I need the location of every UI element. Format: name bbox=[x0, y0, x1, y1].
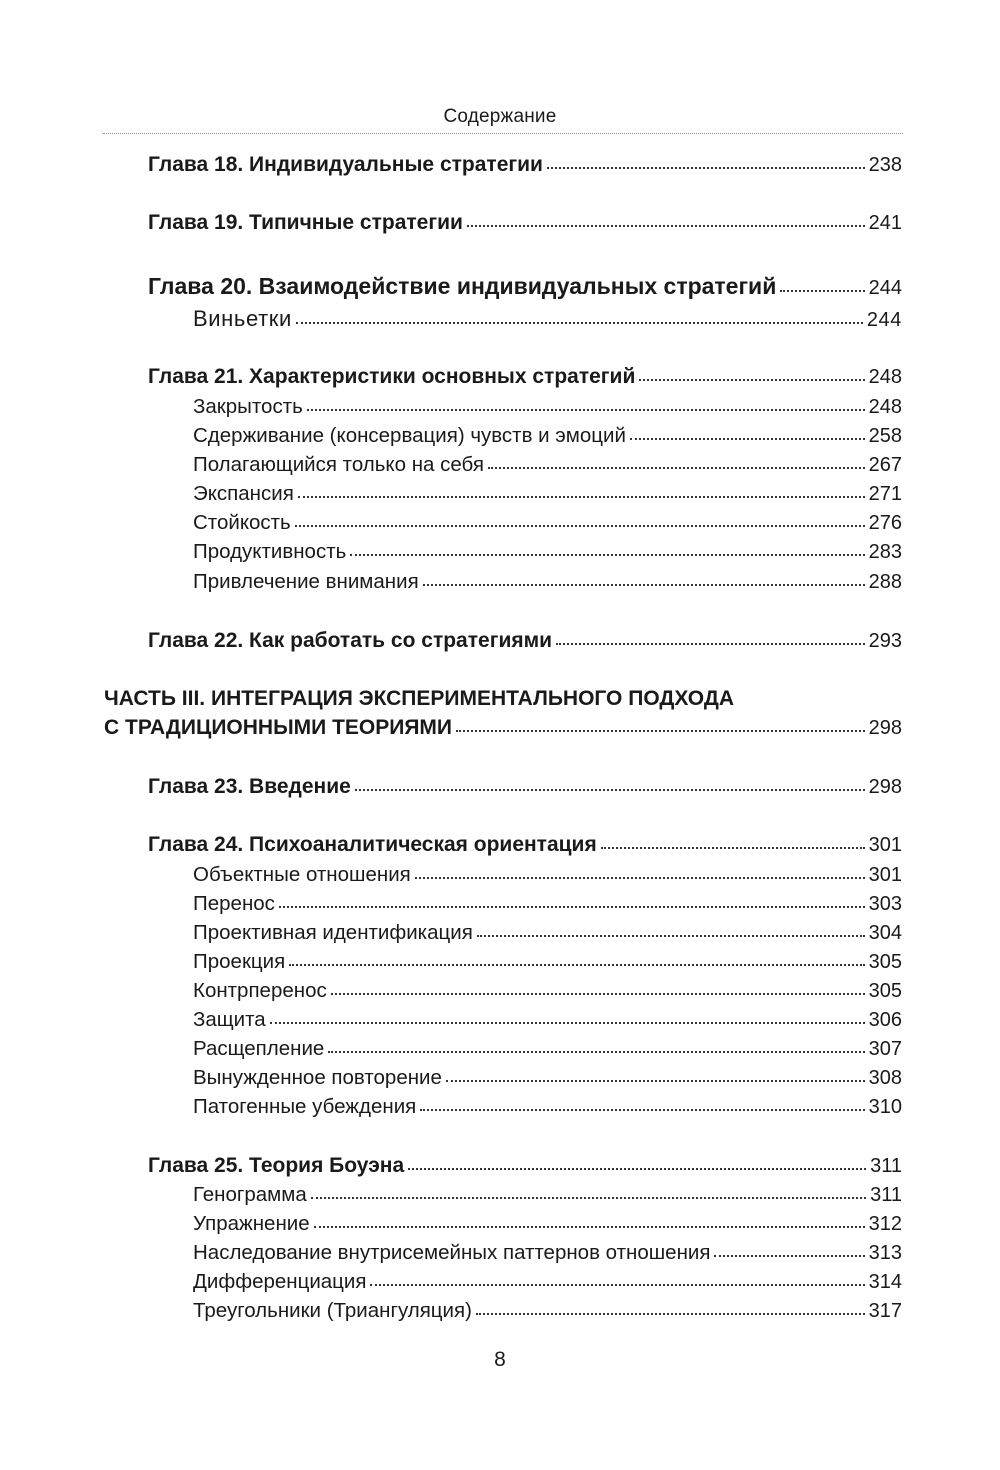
toc-section[interactable]: Экспансия 271 bbox=[193, 482, 902, 505]
leader-dots bbox=[408, 1167, 866, 1170]
leader-dots bbox=[556, 642, 865, 645]
toc-section[interactable]: Контрперенос 305 bbox=[193, 979, 902, 1002]
leader-dots bbox=[296, 321, 863, 324]
toc-section[interactable]: Дифференциация 314 bbox=[193, 1270, 902, 1293]
toc-section[interactable]: Проекция 305 bbox=[193, 950, 902, 973]
leader-dots bbox=[328, 1050, 864, 1053]
leader-dots bbox=[350, 553, 864, 556]
toc-part-3[interactable]: С ТРАДИЦИОННЫМИ ТЕОРИЯМИ 298 bbox=[104, 716, 902, 739]
toc-chapter-24[interactable]: Глава 24. Психоаналитическая ориентация 301 bbox=[148, 833, 902, 856]
toc-section[interactable]: Объектные отношения 301 bbox=[193, 863, 902, 886]
toc-section[interactable]: Стойкость 276 bbox=[193, 511, 902, 534]
toc-section[interactable]: Упражнение 312 bbox=[193, 1212, 902, 1235]
toc-section[interactable]: Расщепление 307 bbox=[193, 1037, 902, 1060]
toc-section[interactable]: Наследование внутрисемейных паттернов отношения 313 bbox=[193, 1241, 902, 1264]
leader-dots bbox=[547, 166, 865, 169]
leader-dots bbox=[415, 876, 865, 879]
leader-dots bbox=[370, 1283, 864, 1286]
leader-dots bbox=[420, 1108, 864, 1111]
toc-chapter-18[interactable]: Глава 18. Индивидуальные стратегии 238 bbox=[148, 153, 902, 176]
leader-dots bbox=[488, 466, 865, 469]
toc-chapter-21[interactable]: Глава 21. Характеристики основных стратегий 248 bbox=[148, 365, 902, 388]
leader-dots bbox=[307, 408, 865, 411]
toc-chapter-22[interactable]: Глава 22. Как работать со стратегиями 293 bbox=[148, 629, 902, 652]
leader-dots bbox=[355, 788, 865, 791]
leader-dots bbox=[314, 1225, 865, 1228]
toc-part-3-line1[interactable]: ЧАСТЬ III. ИНТЕГРАЦИЯ ЭКСПЕРИМЕНТАЛЬНОГО ПОДХОДА bbox=[104, 687, 734, 710]
toc-section[interactable]: Закрытость 248 bbox=[193, 395, 902, 418]
toc-section[interactable]: Привлечение внимания 288 bbox=[193, 570, 902, 593]
toc-section[interactable]: Перенос 303 bbox=[193, 892, 902, 915]
leader-dots bbox=[270, 1021, 865, 1024]
leader-dots bbox=[423, 583, 865, 586]
leader-dots bbox=[630, 437, 865, 440]
leader-dots bbox=[639, 378, 864, 381]
toc-section[interactable]: Защита 306 bbox=[193, 1008, 902, 1031]
leader-dots bbox=[467, 224, 865, 227]
leader-dots bbox=[714, 1254, 864, 1257]
leader-dots bbox=[331, 992, 865, 995]
toc-section[interactable]: Проективная идентификация 304 bbox=[193, 921, 902, 944]
toc-section[interactable]: Полагающийся только на себя 267 bbox=[193, 453, 902, 476]
leader-dots bbox=[279, 905, 865, 908]
leader-dots bbox=[311, 1196, 866, 1199]
leader-dots bbox=[295, 524, 865, 527]
toc-section[interactable]: Виньетки 244 bbox=[193, 306, 902, 331]
toc-section[interactable]: Вынужденное повторение 308 bbox=[193, 1066, 902, 1089]
leader-dots bbox=[780, 289, 864, 292]
toc-section[interactable]: Треугольники (Триангуляция) 317 bbox=[193, 1299, 902, 1322]
leader-dots bbox=[289, 963, 864, 966]
leader-dots bbox=[446, 1079, 865, 1082]
leader-dots bbox=[476, 1312, 865, 1315]
toc-chapter-25[interactable]: Глава 25. Теория Боуэна 311 bbox=[148, 1154, 902, 1177]
toc-chapter-19[interactable]: Глава 19. Типичные стратегии 241 bbox=[148, 211, 902, 234]
toc-chapter-20[interactable]: Глава 20. Взаимодействие индивидуальных стратегий 244 bbox=[148, 273, 902, 299]
toc-section[interactable]: Сдерживание (консервация) чувств и эмоций 258 bbox=[193, 424, 902, 447]
toc-section[interactable]: Патогенные убеждения 310 bbox=[193, 1095, 902, 1118]
toc-chapter-23[interactable]: Глава 23. Введение 298 bbox=[148, 775, 902, 798]
toc-section[interactable]: Генограмма 311 bbox=[193, 1183, 902, 1206]
leader-dots bbox=[456, 729, 865, 732]
running-head: Содержание bbox=[443, 106, 557, 127]
page-number: 8 bbox=[494, 1348, 506, 1371]
leader-dots bbox=[601, 846, 865, 849]
toc-section[interactable]: Продуктивность 283 bbox=[193, 540, 902, 563]
leader-dots bbox=[298, 495, 865, 498]
leader-dots bbox=[477, 934, 865, 937]
